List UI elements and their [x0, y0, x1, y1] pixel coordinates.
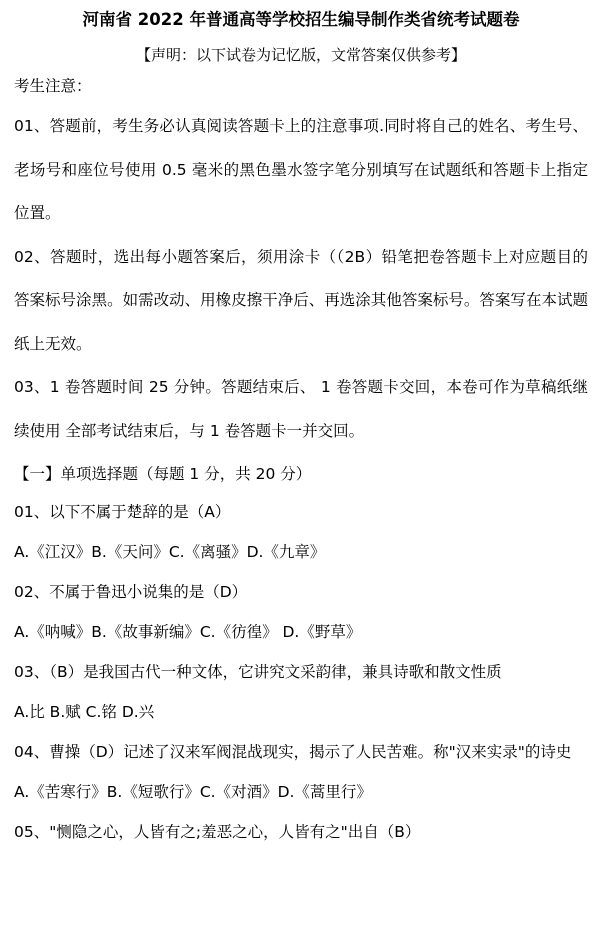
section-heading: 【一】单项选择题（每题 1 分，共 20 分） — [14, 465, 312, 483]
question-stem: 01、以下不属于楚辞的是（A） — [14, 503, 231, 521]
question-options: A.《呐喊》B.《故事新编》C.《彷徨》 D.《野草》 — [14, 623, 362, 641]
notice-item-2: 02、答题时，选出每小题答案后，须用涂卡（（2B）铅笔把卷答题卡上对应题目的答案标号涂黑。如需改动、用橡皮擦干净后、再选涂其他答案标号。答案写在本试题纸上无效。 — [14, 247, 588, 353]
question-stem: 05、"恻隐之心，人皆有之;羞恶之心，人皆有之"出自（B） — [14, 822, 421, 841]
question-stem: 03、（B）是我国古代一种文体，它讲究文采韵律，兼具诗歌和散文性质 — [14, 663, 502, 681]
notice-item-1: 01、答题前，考生务必认真阅读答题卡上的注意事项.同时将自己的姓名、考生号、老场号和座位号使用 0.5 毫米的黑色墨水签字笔分别填写在试题纸和答题卡上指定位置。 — [14, 117, 588, 222]
question-stem: 02、不属于鲁迅小说集的是（D） — [14, 583, 248, 601]
question-2 — [14, 583, 588, 641]
question-1 — [14, 503, 588, 561]
question-5 — [14, 823, 588, 841]
question-options: A.《苦寒行》B.《短歌行》C.《对酒》D.《蒿里行》 — [14, 782, 372, 801]
exam-body — [14, 77, 588, 841]
notice-item-3: 03、1 卷答题时间 25 分钟。答题结束后、 1 卷答题卡交回，本卷可作为草稿纸继续使用 全部考试结束后，与 1 卷答题卡一并交回。 — [14, 378, 588, 440]
question-stem: 04、曹操（D）记述了汉来军阀混战现实，揭示了人民苦难。称"汉来实录"的诗史 — [14, 743, 572, 761]
question-options: A.比 B.赋 C.铭 D.兴 — [14, 703, 155, 721]
statement-notice: 【声明：以下试卷为记忆版，文常答案仅供参考】 — [135, 46, 466, 64]
page-title: 河南省 2022 年普通高等学校招生编导制作类省统考试题卷 — [82, 10, 520, 29]
notice-heading: 考生注意： — [14, 77, 92, 95]
question-options: A.《江汉》B.《天问》C.《离骚》D.《九章》 — [14, 543, 326, 561]
question-3 — [14, 663, 588, 721]
question-4 — [14, 731, 588, 801]
